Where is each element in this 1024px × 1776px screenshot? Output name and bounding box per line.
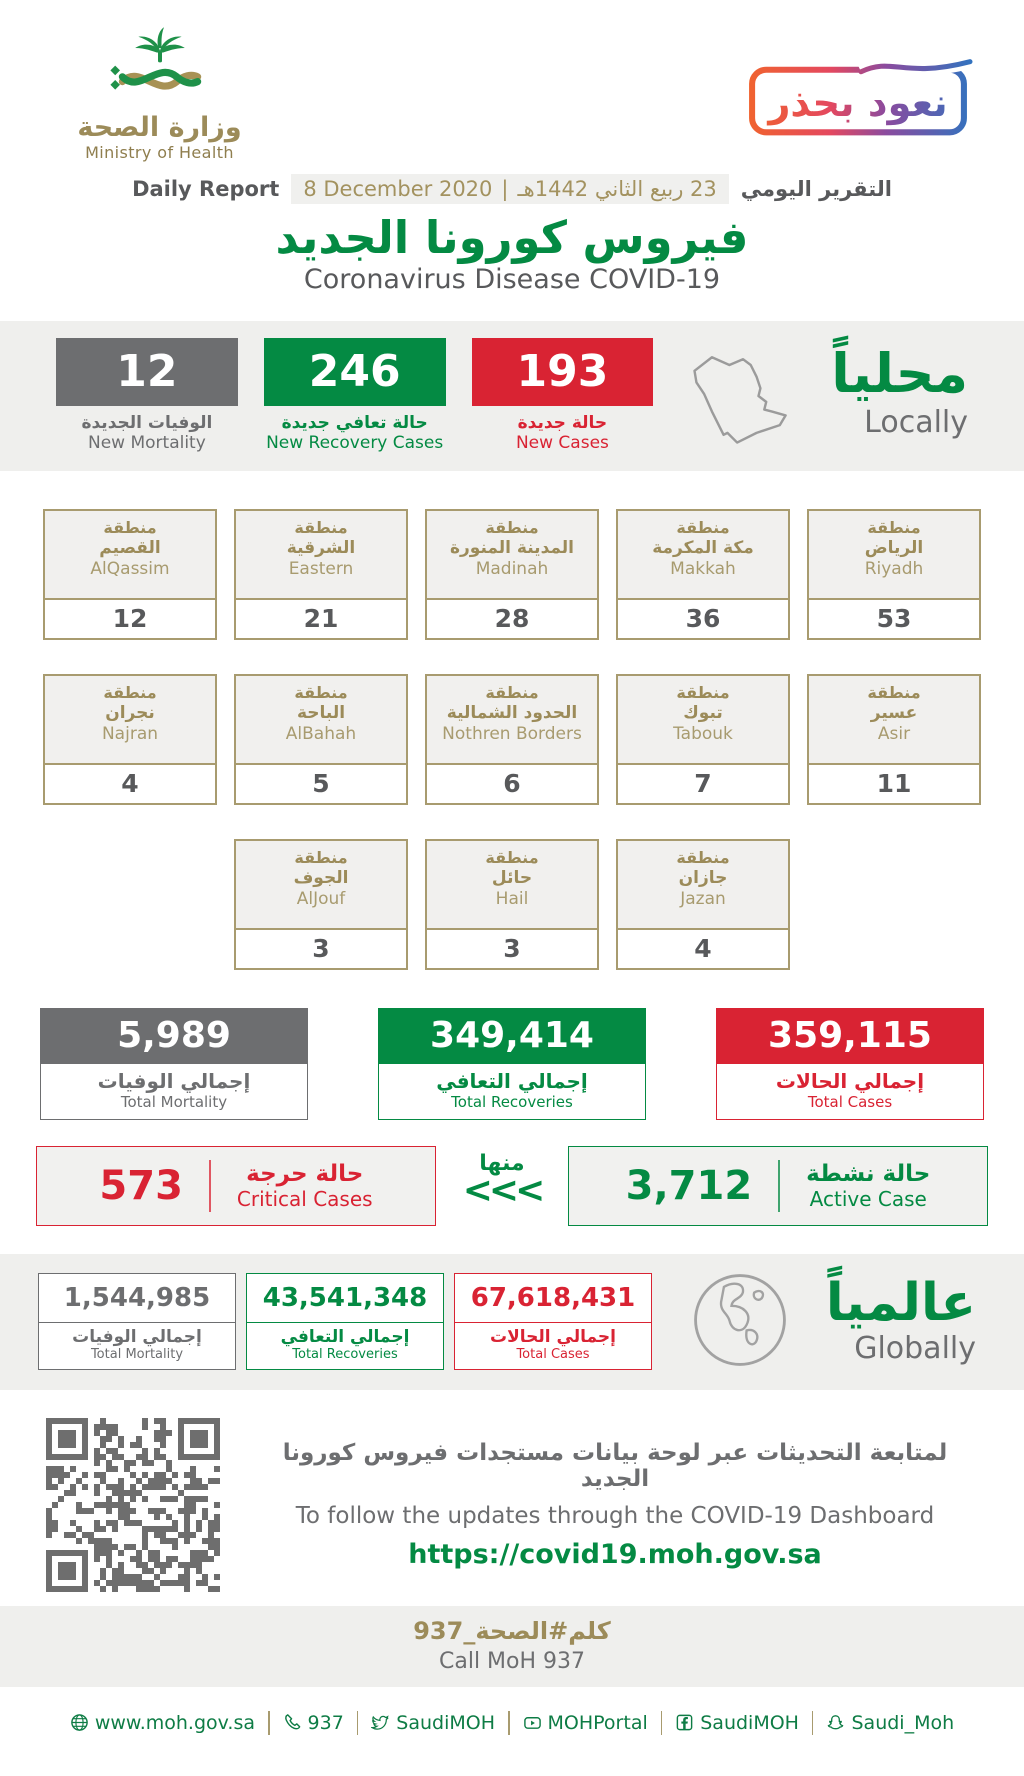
- region-prefix: منطقة: [867, 682, 921, 702]
- region-card-tabouk: [616, 674, 790, 805]
- new-cases-label-ar: حالة جديدة: [517, 412, 608, 433]
- region-name-en: AlJouf: [296, 888, 346, 909]
- region-row-3: [0, 839, 1024, 970]
- daily-report-label-ar: التقرير اليومي: [740, 177, 892, 201]
- region-name-ar: القصيم: [99, 537, 161, 558]
- date-separator: |: [501, 177, 509, 201]
- footer-youtube-link[interactable]: [523, 1712, 648, 1734]
- total-recoveries-local: [378, 1008, 646, 1120]
- footer-snapchat-link[interactable]: [826, 1712, 954, 1734]
- new-cases-stat: [472, 321, 654, 453]
- dashboard-line-en: To follow the updates through the COVID-19 Dashboard: [295, 1502, 935, 1529]
- active-cases-label-en: Active Case: [809, 1186, 927, 1211]
- local-totals: [0, 1008, 1024, 1120]
- logo-english-text: Ministry of Health: [85, 143, 234, 163]
- region-name-ar: الجوف: [293, 867, 349, 888]
- global-total-cases: [454, 1273, 652, 1370]
- logo-arabic-text: وزارة الصحة: [77, 112, 242, 143]
- region-name-ar: مكة المكرمة: [652, 537, 754, 558]
- region-name-en: Eastern: [288, 558, 354, 579]
- region-value: 28: [494, 604, 530, 634]
- total-recoveries-label-ar: إجمالي التعافي: [436, 1068, 588, 1093]
- date-chip: [291, 174, 728, 204]
- global-recoveries-label-en: Total Recoveries: [292, 1347, 398, 1363]
- region-prefix: منطقة: [676, 847, 730, 867]
- new-mortality-value: 12: [56, 338, 238, 406]
- call-moh-label-en: Call MoH 937: [438, 1648, 586, 1674]
- critical-cases-label-ar: حالة حرجة: [246, 1160, 364, 1187]
- total-recoveries-label-en: Total Recoveries: [451, 1092, 573, 1111]
- total-cases-local: [716, 1008, 984, 1120]
- region-card-riyadh: [807, 509, 981, 640]
- region-name-en: Riyadh: [864, 558, 924, 579]
- critical-cases-box: [36, 1146, 436, 1226]
- new-mortality-label-ar: الوفيات الجديدة: [81, 412, 213, 433]
- global-mortality-label-en: Total Mortality: [90, 1347, 184, 1363]
- footer-separator: [508, 1711, 510, 1735]
- call-moh-hashtag-ar: كلم#الصحة_937: [413, 1616, 611, 1645]
- new-recovery-label-en: New Recovery Cases: [266, 432, 444, 453]
- footer-links: [0, 1711, 1024, 1735]
- new-recovery-stat: [264, 321, 446, 453]
- footer-twitter-link[interactable]: [371, 1712, 495, 1734]
- saudi-arabia-map-icon: [679, 321, 805, 457]
- youtube-icon: [523, 1713, 542, 1732]
- region-prefix: منطقة: [294, 517, 348, 537]
- of-which-label-ar: منها: [479, 1150, 525, 1176]
- badge-text: نعود بحذر: [768, 81, 948, 127]
- region-value: 11: [876, 769, 912, 799]
- date-hijri: 23 ربيع الثاني 1442هـ: [517, 177, 717, 201]
- total-cases-label-en: Total Cases: [807, 1092, 893, 1111]
- footer-twitter-text: SaudiMOH: [396, 1711, 496, 1734]
- region-name-en: Najran: [101, 723, 159, 744]
- daily-report-label-en: Daily Report: [132, 177, 280, 201]
- region-name-en: Asir: [877, 723, 911, 744]
- dashboard-line-ar: لمتابعة التحديثات عبر لوحة بيانات مستجدات فيروس كورونا الجديد: [282, 1439, 948, 1492]
- region-prefix: منطقة: [867, 517, 921, 537]
- new-cases-label-en: New Cases: [515, 432, 609, 453]
- region-name-ar: جازان: [678, 867, 728, 888]
- region-value: 3: [312, 934, 330, 964]
- global-mortality-value: 1,544,985: [39, 1274, 235, 1323]
- global-recoveries-value: 43,541,348: [247, 1274, 443, 1323]
- region-value: 36: [685, 604, 721, 634]
- palm-logo-icon: [97, 24, 223, 112]
- region-prefix: منطقة: [485, 847, 539, 867]
- region-value: 53: [876, 604, 912, 634]
- region-value: 3: [503, 934, 521, 964]
- region-name-en: Jazan: [680, 888, 726, 909]
- globally-heading: [802, 1273, 986, 1367]
- twitter-icon: [371, 1713, 390, 1732]
- globally-heading-en: Globally: [854, 1331, 976, 1367]
- region-prefix: منطقة: [676, 682, 730, 702]
- footer-website-text: www.moh.gov.sa: [94, 1711, 256, 1734]
- global-recoveries-label-ar: إجمالي التعافي: [280, 1327, 410, 1348]
- page-title-english: Coronavirus Disease COVID-19: [303, 263, 721, 295]
- region-name-en: AlBahah: [285, 723, 357, 744]
- region-card-northern-borders: [425, 674, 599, 805]
- return-with-caution-badge: [742, 54, 974, 148]
- region-name-ar: الشرقية: [286, 537, 356, 558]
- region-value: 6: [503, 769, 521, 799]
- region-prefix: منطقة: [103, 517, 157, 537]
- region-row-2: [0, 674, 1024, 805]
- locally-heading-en: Locally: [864, 404, 969, 440]
- total-mortality-label-ar: إجمالي الوفيات: [97, 1068, 251, 1093]
- facebook-icon: [675, 1713, 694, 1732]
- footer-youtube-text: MOHPortal: [547, 1711, 648, 1734]
- region-card-makkah: [616, 509, 790, 640]
- footer-facebook-link[interactable]: [675, 1712, 799, 1734]
- region-card-asir: [807, 674, 981, 805]
- case-breakdown: [0, 1146, 1024, 1226]
- date-gregorian: 8 December 2020: [303, 177, 493, 201]
- region-name-ar: الباحة: [296, 702, 346, 723]
- global-cases-label-en: Total Cases: [516, 1347, 590, 1363]
- badge-icon: [742, 54, 974, 144]
- region-prefix: منطقة: [485, 682, 539, 702]
- active-cases-value: 3,712: [625, 1162, 753, 1209]
- globally-heading-ar: عالمياً: [825, 1273, 976, 1334]
- dashboard-url-link[interactable]: https://covid19.moh.gov.sa: [408, 1538, 822, 1570]
- region-card-eastern: [234, 509, 408, 640]
- region-card-najran: [43, 674, 217, 805]
- local-stats-band: [0, 321, 1024, 471]
- region-prefix: منطقة: [485, 517, 539, 537]
- region-name-en: AlQassim: [90, 558, 170, 579]
- header: [0, 0, 1024, 163]
- region-value: 4: [121, 769, 139, 799]
- total-mortality-local: [40, 1008, 308, 1120]
- region-name-en: Makkah: [670, 558, 736, 579]
- total-recoveries-value: 349,414: [378, 1008, 646, 1064]
- footer-separator: [812, 1711, 814, 1735]
- region-name-ar: الحدود الشمالية: [446, 702, 578, 723]
- of-which-indicator: [462, 1150, 542, 1211]
- globe-icon: [688, 1268, 792, 1376]
- active-cases-box: [568, 1146, 988, 1226]
- global-cases-value: 67,618,431: [455, 1274, 651, 1323]
- critical-cases-label-en: Critical Cases: [236, 1186, 373, 1211]
- dashboard-section: [0, 1418, 1024, 1592]
- new-recovery-label-ar: حالة تعافي جديدة: [281, 412, 428, 433]
- region-name-en: Madinah: [475, 558, 549, 579]
- region-value: 5: [312, 769, 330, 799]
- region-name-ar: حائل: [491, 867, 533, 888]
- total-cases-label-ar: إجمالي الحالات: [775, 1068, 925, 1093]
- region-name-en: Hail: [495, 888, 529, 909]
- active-cases-label-ar: حالة نشطة: [806, 1160, 931, 1187]
- new-cases-value: 193: [472, 338, 654, 406]
- date-line: [0, 174, 1024, 204]
- region-value: 21: [303, 604, 339, 634]
- region-card-albahah: [234, 674, 408, 805]
- global-total-recoveries: [246, 1273, 444, 1370]
- page-title-arabic: فيروس كورونا الجديد: [275, 211, 749, 264]
- critical-cases-value: 573: [99, 1162, 183, 1209]
- region-card-jazan: [616, 839, 790, 970]
- global-mortality-label-ar: إجمالي الوفيات: [72, 1327, 202, 1348]
- divider: [209, 1160, 211, 1212]
- total-mortality-label-en: Total Mortality: [120, 1092, 228, 1111]
- region-prefix: منطقة: [103, 682, 157, 702]
- region-card-aljouf: [234, 839, 408, 970]
- footer-snapchat-text: Saudi_Moh: [851, 1711, 955, 1734]
- region-card-alqassim: [43, 509, 217, 640]
- locally-heading-ar: محلياً: [831, 341, 969, 405]
- footer-website-link[interactable]: [70, 1712, 255, 1734]
- locally-heading: [831, 321, 1024, 440]
- region-name-ar: عسير: [870, 702, 918, 723]
- snapchat-icon: [826, 1713, 845, 1732]
- region-card-madinah: [425, 509, 599, 640]
- region-row-1: [0, 509, 1024, 640]
- footer-separator: [268, 1711, 270, 1735]
- call-moh-band: [0, 1606, 1024, 1687]
- region-prefix: منطقة: [676, 517, 730, 537]
- moh-logo: [52, 24, 267, 162]
- phone-icon: [283, 1713, 302, 1732]
- divider: [778, 1160, 780, 1212]
- region-value: 12: [112, 604, 148, 634]
- total-cases-value: 359,115: [716, 1008, 984, 1064]
- region-name-en: Tabouk: [673, 723, 733, 744]
- globe-icon: [70, 1713, 89, 1732]
- region-name-ar: المدينة المنورة: [449, 537, 574, 558]
- new-mortality-label-en: New Mortality: [87, 432, 206, 453]
- global-total-mortality: [38, 1273, 236, 1370]
- region-name-ar: نجران: [105, 702, 155, 723]
- footer-phone-text: 937: [307, 1711, 344, 1734]
- total-mortality-value: 5,989: [40, 1008, 308, 1064]
- footer-separator: [661, 1711, 663, 1735]
- new-mortality-stat: [56, 321, 238, 453]
- new-recovery-value: 246: [264, 338, 446, 406]
- chevrons-left-icon: <<<: [462, 1169, 542, 1211]
- global-cases-label-ar: إجمالي الحالات: [490, 1327, 616, 1348]
- region-value: 7: [694, 769, 712, 799]
- region-prefix: منطقة: [294, 682, 348, 702]
- footer-separator: [357, 1711, 359, 1735]
- footer-facebook-text: SaudiMOH: [700, 1711, 799, 1734]
- region-card-hail: [425, 839, 599, 970]
- qr-code: [46, 1418, 220, 1592]
- region-prefix: منطقة: [294, 847, 348, 867]
- region-value: 4: [694, 934, 712, 964]
- region-name-en: Nothren Borders: [442, 723, 582, 744]
- region-name-ar: تبوك: [683, 702, 723, 723]
- footer-phone-link[interactable]: [283, 1712, 344, 1734]
- global-stats-band: [0, 1254, 1024, 1390]
- region-name-ar: الرياض: [864, 537, 924, 558]
